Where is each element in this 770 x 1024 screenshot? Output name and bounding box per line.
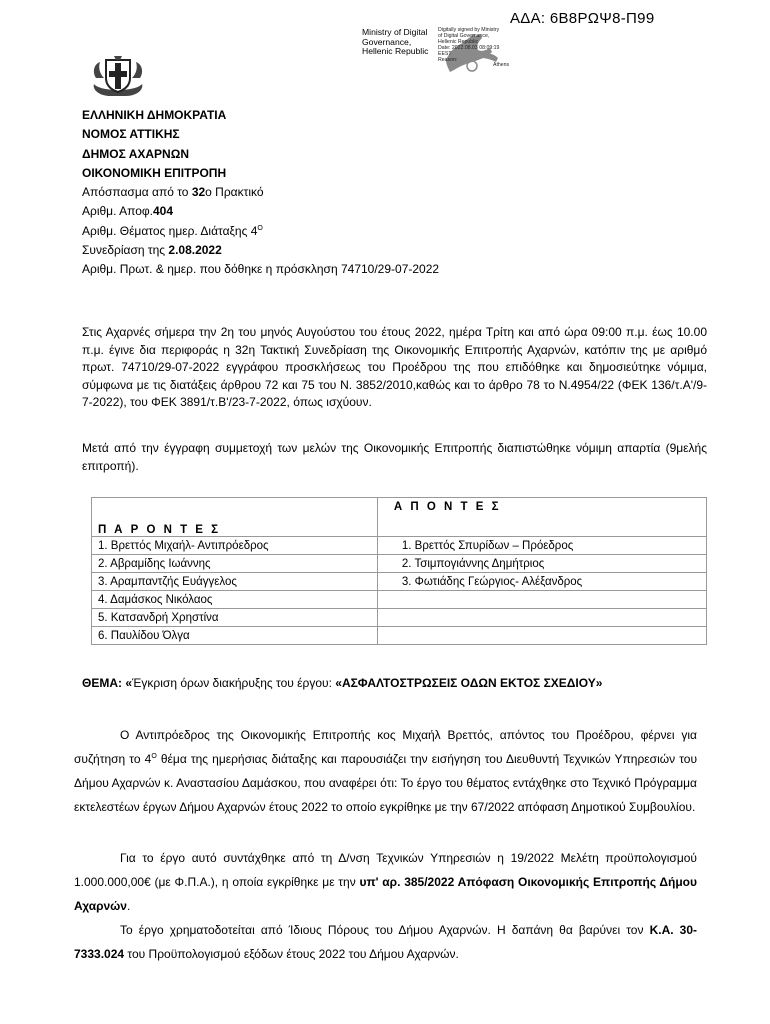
absent-member: 3. Φωτιάδης Γεώργιος- Αλέξανδρος	[377, 573, 706, 591]
attendance-table	[91, 497, 707, 645]
subject-text: Έγκριση όρων διακήρυξης του έργου:	[132, 676, 336, 690]
subject-line	[82, 676, 602, 690]
header-item-number: Αριθμ. Θέματος ημερ. Διάταξης $4^O$	[82, 223, 263, 238]
signature-signer	[362, 28, 442, 57]
header-invitation: Αριθμ. Πρωτ. & ημερ. που δόθηκε η πρόσκληση 74710/29-07-2022	[82, 262, 440, 277]
header-prefecture: ΝΟΜΟΣ ΑΤΤΙΚΗΣ	[82, 127, 180, 142]
table-row	[92, 537, 707, 555]
absent-member: 1. Βρεττός Σπυρίδων – Πρόεδρος	[377, 537, 706, 555]
body-paragraph-1: Ο Αντιπρόεδρος της Οικονομικής Επιτροπής κος Μιχαήλ Βρεττός, απόντος του Προέδρου, φέρνει για συζήτηση το $4^O$ θέμα της ημερήσιας διάταξης και παρουσιάζει την εισήγηση του Διευθυντή Τεχνικών Υπηρεσιών του Δήμου Αχαρνών κ. Αναστασίου Δαμάσκου, που αναφέρει ότι: Το έργο του θέματος εντάχθηκε στο Τεχνικό Πρόγραμμα εκτελεστέων έργων Δήμου Αχαρνών έτους 2022 το οποίο εγκρίθηκε με την 67/2022 απόφαση Δημοτικού Συμβουλίου.	[74, 728, 698, 814]
present-header: Π Α Ρ Ο Ν Τ Ε Σ	[92, 498, 378, 537]
table-row	[92, 627, 707, 645]
table-header-row	[92, 498, 707, 537]
header-municipality: ΔΗΜΟΣ ΑΧΑΡΝΩΝ	[82, 146, 190, 161]
header-committee: ΟΙΚΟΝΟΜΙΚΗ ΕΠΙΤΡΟΠΗ	[82, 165, 227, 180]
table-row	[92, 573, 707, 591]
present-member: 2. Αβραμίδης Ιωάννης	[92, 555, 378, 573]
body-paragraph-2: Για το έργο αυτό συντάχθηκε από τη Δ/νση Τεχνικών Υπηρεσιών η 19/2022 Μελέτη προϋπολογισμού 1.000.000,00€ (με Φ.Π.Α.), η οποία εγκρίθηκε με την υπ' αρ. 385/2022 Απόφαση Οικονομικής Επιτροπής Δήμου Αχαρνών.	[74, 851, 698, 913]
body-paragraph-3: Το έργο χρηματοδοτείται από Ίδιους Πόρους του Δήμου Αχαρνών. Η δαπάνη θα βαρύνει τον Κ.Α. 30-7333.024 του Προϋπολογισμού εξόδων έτους 2022 του Δήμου Αχαρνών.	[74, 923, 697, 961]
quorum-paragraph: Μετά από την έγγραφη συμμετοχή των μελών της Οικονομικής Επιτροπής διαπιστώθηκε νόμιμη απαρτία (9μελής επιτροπή).	[82, 441, 707, 473]
table-row	[92, 591, 707, 609]
table-row	[92, 609, 707, 627]
intro-paragraph: Στις Αχαρνές σήμερα την 2η του μηνός Αυγούστου του έτους 2022, ημέρα Τρίτη και από ώρα 09:00 π.μ. έως 10.00 π.μ. έγινε δια περιφοράς η 32η Τακτική Συνεδρίαση της Οικονομικής Επιτροπής Αχαρνών, κατόπιν της με αριθμό πρωτ. 74710/29-07-2022 εγγράφου προσκλήσεως του Προέδρου της που επιδόθηκε και δημοσιεύτηκε νόμιμα, σύμφωνα με τις διατάξεις άρθρου 72 και 75 του Ν. 3852/2010,καθώς και το άρθρο 78 το Ν.4954/22 (ΦΕΚ 136/τ.Α'/9-7-2022), του ΦΕΚ 3891/τ.Β'/23-7-2022, όπως ισχύουν.	[82, 325, 707, 410]
signer-line: Hellenic Republic	[362, 46, 429, 57]
absent-member: 2. Τσιμπογιάννης Δημήτριος	[377, 555, 706, 573]
header-excerpt: Απόσπασμα από το 32ο Πρακτικό	[82, 185, 264, 200]
absent-header: Α Π Ο Ν Τ Ε Σ	[377, 498, 706, 537]
table-row	[92, 555, 707, 573]
ada-code: ΑΔΑ: 6Β8ΡΩΨ8-Π99	[510, 10, 655, 27]
signature-location: Athens	[493, 62, 510, 68]
header-session: Συνεδρίαση της 2.08.2022	[82, 243, 222, 258]
signer-line: Ministry of Digital	[362, 27, 428, 37]
present-member: 6. Παυλίδου Όλγα	[92, 627, 378, 645]
signer-line: Governance,	[362, 36, 412, 47]
signature-details: Digitally signed by Ministry of Digital Governance, Hellenic Republic Date: 2022.08.03 08:09:19 EEST Reason:	[438, 27, 500, 63]
subject-title: «ΑΣΦΑΛΤΟΣΤΡΩΣΕΙΣ ΟΔΩΝ ΕΚΤΟΣ ΣΧΕΔΙΟΥ»	[335, 676, 603, 690]
document-header	[82, 106, 439, 280]
absent-member	[377, 627, 706, 645]
header-republic: ΕΛΛΗΝΙΚΗ ΔΗΜΟΚΡΑΤΙΑ	[82, 108, 227, 122]
present-member: 4. Δαμάσκος Νικόλαος	[92, 591, 378, 609]
present-member: 1. Βρεττός Μιχαήλ- Αντιπρόεδρος	[92, 537, 378, 555]
present-member: 3. Αραμπαντζής Ευάγγελος	[92, 573, 378, 591]
header-decision: Αριθμ. Αποφ.404	[82, 204, 174, 219]
absent-member	[377, 609, 706, 627]
coat-of-arms-icon	[86, 52, 150, 100]
subject-label: ΘΕΜΑ: «	[82, 676, 133, 690]
absent-member	[377, 591, 706, 609]
present-member: 5. Κατσανδρή Χρηστίνα	[92, 609, 378, 627]
